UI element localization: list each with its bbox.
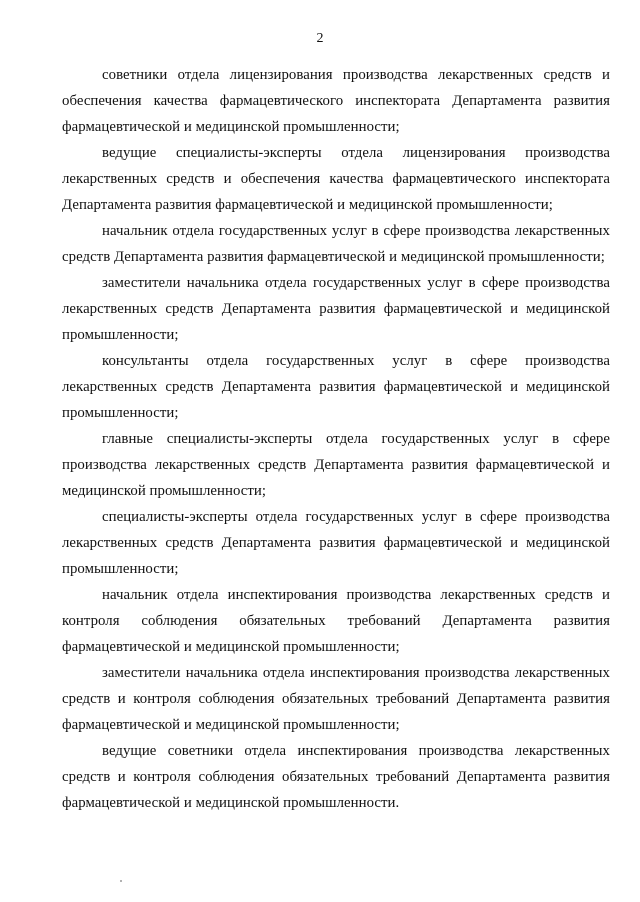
document-body: [62, 62, 610, 816]
paragraph: советники отдела лицензирования производства лекарственных средств и обеспечения качества фармацевтического инспектората Департамента развития фармацевтической и медицинской промышленности;: [62, 67, 610, 135]
page-number: 2: [316, 31, 324, 46]
paragraph: ведущие специалисты-эксперты отдела лицензирования производства лекарственных средств и обеспечения качества фармацевтического инспектората Департамента развития фармацевтической и медицинской промышленности;: [62, 145, 610, 213]
paragraph: главные специалисты-эксперты отдела государственных услуг в сфере производства лекарственных средств Департамента развития фармацевтической и медицинской промышленности;: [62, 431, 610, 499]
paragraph: заместители начальника отдела инспектирования производства лекарственных средств и контроля соблюдения обязательных требований Департамента развития фармацевтической и медицинской промышленности;: [62, 665, 610, 733]
scan-speck: [120, 880, 122, 882]
paragraph: начальник отдела инспектирования производства лекарственных средств и контроля соблюдения обязательных требований Департамента развития фармацевтической и медицинской промышленности;: [62, 587, 610, 655]
paragraph: консультанты отдела государственных услуг в сфере производства лекарственных средств Департамента развития фармацевтической и медицинской промышленности;: [62, 353, 610, 421]
paragraph: специалисты-эксперты отдела государственных услуг в сфере производства лекарственных средств Департамента развития фармацевтической и медицинской промышленности;: [62, 509, 610, 577]
paragraph: ведущие советники отдела инспектирования производства лекарственных средств и контроля соблюдения обязательных требований Департамента развития фармацевтической и медицинской промышленности.: [62, 743, 610, 811]
paragraph: начальник отдела государственных услуг в сфере производства лекарственных средств Департамента развития фармацевтической и медицинской промышленности;: [62, 223, 610, 265]
paragraph: заместители начальника отдела государственных услуг в сфере производства лекарственных средств Департамента развития фармацевтической и медицинской промышленности;: [62, 275, 610, 343]
